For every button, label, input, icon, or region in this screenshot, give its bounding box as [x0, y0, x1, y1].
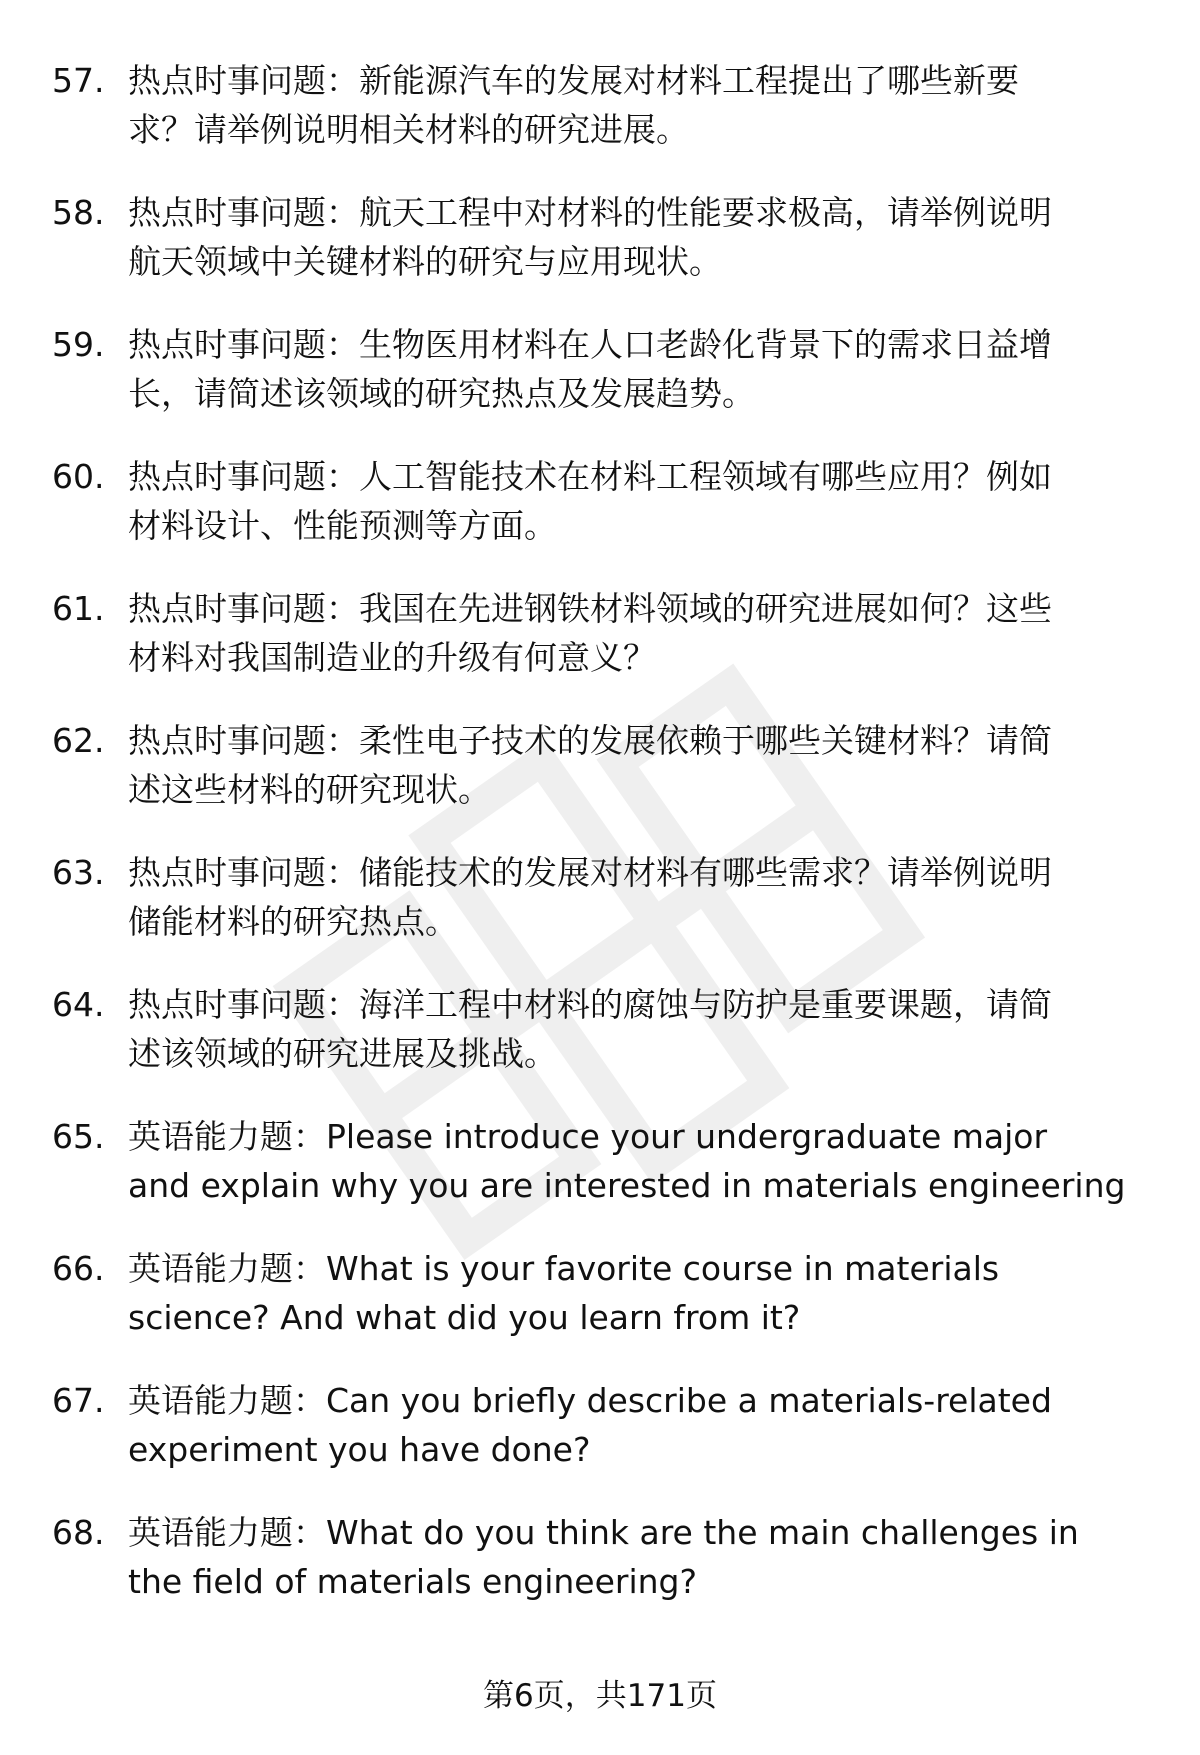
question-number: 68. — [52, 1513, 105, 1552]
question-number: 65. — [52, 1117, 105, 1156]
question-text-line: 热点时事问题：海洋工程中材料的腐蚀与防护是重要课题，请简 — [128, 985, 1052, 1024]
question-number: 64. — [52, 985, 105, 1024]
question-text — [128, 1244, 999, 1342]
question-number: 60. — [52, 457, 105, 496]
question-item — [0, 980, 1200, 1112]
question-text-line: 热点时事问题：人工智能技术在材料工程领域有哪些应用？例如 — [128, 457, 1052, 496]
question-text — [128, 1508, 1079, 1606]
question-text-line: 述这些材料的研究现状。 — [128, 770, 491, 809]
question-text — [128, 1376, 1052, 1474]
question-text-line: 英语能力题：Can you briefly describe a materials-related — [128, 1381, 1052, 1420]
question-text-line: 航天领域中关键材料的研究与应用现状。 — [128, 242, 722, 281]
question-item — [0, 584, 1200, 716]
question-number: 66. — [52, 1249, 105, 1288]
question-text-line: 热点时事问题：我国在先进钢铁材料领域的研究进展如何？这些 — [128, 589, 1052, 628]
question-text-line: 英语能力题：What is your favorite course in materials — [128, 1249, 1000, 1288]
question-text-line: 储能材料的研究热点。 — [128, 902, 458, 941]
question-text-line: 热点时事问题：航天工程中对材料的性能要求极高，请举例说明 — [128, 193, 1052, 232]
question-item — [0, 1112, 1200, 1244]
question-text-line: 热点时事问题：储能技术的发展对材料有哪些需求？请举例说明 — [128, 853, 1052, 892]
question-text-line: 英语能力题：Please introduce your undergraduate major — [128, 1117, 1048, 1156]
question-item — [0, 56, 1200, 188]
question-text — [128, 716, 1052, 814]
page-number-footer: 第6页，共171页 — [483, 1678, 717, 1714]
question-text-line: 长，请简述该领域的研究热点及发展趋势。 — [128, 374, 755, 413]
question-text-line: the field of materials engineering? — [128, 1562, 698, 1601]
question-text-line: 热点时事问题：新能源汽车的发展对材料工程提出了哪些新要 — [128, 61, 1019, 100]
question-text-line: 述该领域的研究进展及挑战。 — [128, 1034, 557, 1073]
question-text — [128, 452, 1052, 550]
question-item — [0, 1508, 1200, 1640]
question-text — [128, 980, 1052, 1078]
question-text — [128, 584, 1052, 682]
question-text-line: experiment you have done? — [128, 1430, 591, 1469]
question-text — [128, 320, 1052, 418]
question-item — [0, 188, 1200, 320]
question-number: 62. — [52, 721, 105, 760]
question-text-line: 热点时事问题：柔性电子技术的发展依赖于哪些关键材料？请简 — [128, 721, 1052, 760]
question-number: 57. — [52, 61, 105, 100]
question-text-line: science? And what did you learn from it? — [128, 1298, 801, 1337]
question-number: 67. — [52, 1381, 105, 1420]
question-number: 61. — [52, 589, 105, 628]
question-text-line: 材料对我国制造业的升级有何意义？ — [128, 638, 656, 677]
question-number: 63. — [52, 853, 105, 892]
question-text — [128, 1112, 1125, 1210]
question-text-line: 英语能力题：What do you think are the main challenges in — [128, 1513, 1079, 1552]
question-list — [0, 56, 1200, 1640]
question-text — [128, 848, 1052, 946]
question-text — [128, 188, 1052, 286]
question-item — [0, 1244, 1200, 1376]
question-text — [128, 56, 1019, 154]
question-item — [0, 1376, 1200, 1508]
question-text-line: 材料设计、性能预测等方面。 — [128, 506, 557, 545]
question-item — [0, 452, 1200, 584]
question-text-line: and explain why you are interested in materials engineering — [128, 1166, 1126, 1205]
question-text-line: 热点时事问题：生物医用材料在人口老龄化背景下的需求日益增 — [128, 325, 1052, 364]
question-item — [0, 848, 1200, 980]
question-number: 59. — [52, 325, 105, 364]
question-text-line: 求？请举例说明相关材料的研究进展。 — [128, 110, 689, 149]
question-item — [0, 320, 1200, 452]
question-number: 58. — [52, 193, 105, 232]
question-item — [0, 716, 1200, 848]
